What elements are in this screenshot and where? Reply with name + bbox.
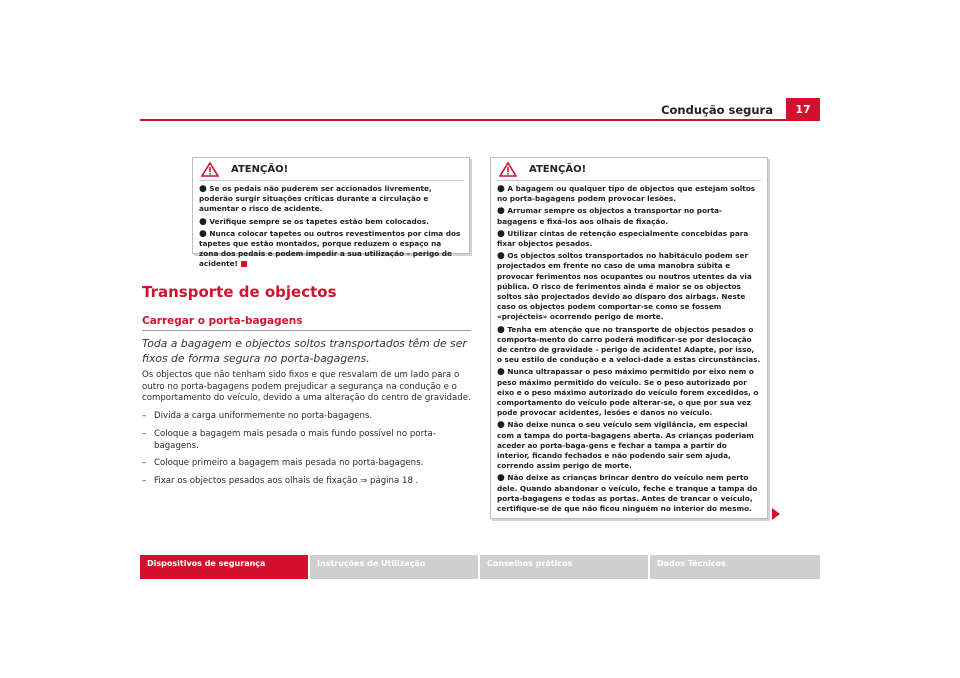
footer-tab-dados-tecnicos[interactable]: Dados Técnicos (650, 555, 820, 579)
warning-triangle-icon (201, 162, 219, 177)
warning-box-pedals (192, 157, 470, 269)
list-item-page-link[interactable]: – Fixar os objectos pesados aos olhais de fixação ⇒ página 18 . (142, 475, 419, 486)
subsection-title: Carregar o porta-bagagens (142, 315, 303, 327)
bullet-icon: ● (199, 216, 207, 227)
next-page-arrow-icon[interactable] (772, 508, 780, 520)
warning-item: ● Se os pedais não puderem ser accionados livremente, poderão surgir situações críticas durante a circulação e aumentar o risco de acidente. (199, 184, 432, 214)
warning-item: ● Não deixe as crianças brincar dentro do veículo nem perto dele. Quando abandonar o veículo, feche e tranque a tampa do porta-bagagens e todas as portas. Antes de trancar o veículo, certifique-se de que não ficou ninguém no interior do mesmo. (497, 473, 758, 514)
footer-tab-dispositivos-seguranca[interactable]: Dispositivos de segurança (140, 555, 308, 579)
bullet-icon: ● (199, 228, 207, 239)
bullet-icon: ● (497, 367, 505, 378)
body-text (142, 370, 476, 494)
warning-box-luggage (490, 157, 768, 519)
warning-triangle-icon (499, 162, 517, 177)
body-paragraph: Os objectos que não tenham sido fixos e que resvalam de um lado para o outro no porta-bagagens podem prejudicar a segurança na condução e o comportamento do veículo, devido a uma alteração do centro de gravidade. (142, 370, 471, 404)
bullet-icon: ● (497, 184, 505, 194)
section-title: Transporte de objectos (142, 283, 337, 301)
bullet-icon: ● (497, 473, 505, 484)
footer-nav (140, 555, 820, 579)
warning-item: ● Verifique sempre se os tapetes estão bem colocados. (199, 216, 429, 227)
bullet-icon: ● (497, 420, 505, 431)
subsection-divider (142, 330, 471, 331)
warning-header (193, 158, 469, 180)
list-item: – Coloque a bagagem mais pesada o mais fundo possível no porta-bagagens. (142, 428, 436, 451)
warning-label: ATENÇÃO! (529, 164, 587, 175)
warning-header (491, 158, 767, 180)
section-end-icon (241, 261, 247, 267)
warning-item: ● Arrumar sempre os objectos a transportar no porta-bagagens e fixá-los aos olhais de fixação. (497, 206, 723, 226)
bullet-icon: ● (497, 228, 505, 239)
footer-tab-conselhos-praticos[interactable]: Conselhos práticos (480, 555, 648, 579)
warning-item: ● Nunca colocar tapetes ou outros revestimentos por cima dos tapetes que estão montados, porque reduzem o espaço na zona dos pedais e podem impedir a sua utilização – perigo de acidente! (199, 228, 461, 269)
intro-text: Toda a bagagem e objectos soltos transportados têm de ser fixos de forma segura no porta-bagagens. (142, 337, 467, 365)
warning-label: ATENÇÃO! (231, 164, 289, 175)
warning-item: ● Nunca ultrapassar o peso máximo permitido por eixo nem o peso máximo permitido do veículo. Se o peso autorizado por eixo e o peso máximo autorizado do veículo forem excedidos, o comportamento do veículo pode alterar-se, o que por sua vez pode provocar acidentes, lesões e danos no veículo. (497, 367, 759, 418)
bullet-icon: ● (497, 251, 505, 262)
footer-tab-instrucoes-utilizacao[interactable]: Instruções de Utilização (310, 555, 478, 579)
warning-item: ● A bagagem ou qualquer tipo de objectos que estejam soltos no porta-bagagens podem provocar lesões. (497, 184, 756, 204)
warning-item: ● Tenha em atenção que no transporte de objectos pesados o comporta-mento do carro poderá modificar-se por deslocação de centro de gravidade - perigo de acidente! Adapte, por isso, o seu estilo de condução e a veloci-dade a estas circunstâncias. (497, 324, 761, 365)
bullet-icon: ● (199, 184, 207, 194)
header-divider (140, 119, 820, 121)
warning-item: ● Utilizar cintas de retenção especialmente concebidas para fixar objectos pesados. (497, 228, 749, 249)
list-item: – Divida a carga uniformemente no porta-bagagens. (142, 411, 373, 422)
warning-item: ● Os objectos soltos transportados no habitáculo podem ser projectados em frente no caso de uma manobra súbita e provocar ferimentos nos ocupantes ou noutros utentes da via pública. O risco de ferimentos ainda é maior se os objectos soltos são projectados devido ao disparo dos airbags. Neste caso os objectos podem comportar-se como se fossem «projécteis» ocorrendo perigo de morte. (497, 251, 752, 322)
page-number: 17 (786, 98, 820, 120)
list-item: – Coloque primeiro a bagagem mais pesada no porta-bagagens. (142, 458, 424, 469)
warning-item: ● Não deixe nunca o seu veículo sem vigilância, em especial com a tampa do porta-bagagens aberta. As crianças poderiam aceder ao porta-baga-gens e fechar a tampa a partir do interior, ficando fechados e não podendo sair sem ajuda, correndo assim perigo de morte. (497, 420, 754, 471)
page-header-title: Condução segura (661, 103, 773, 117)
bullet-icon: ● (497, 206, 505, 217)
bullet-icon: ● (497, 324, 505, 335)
